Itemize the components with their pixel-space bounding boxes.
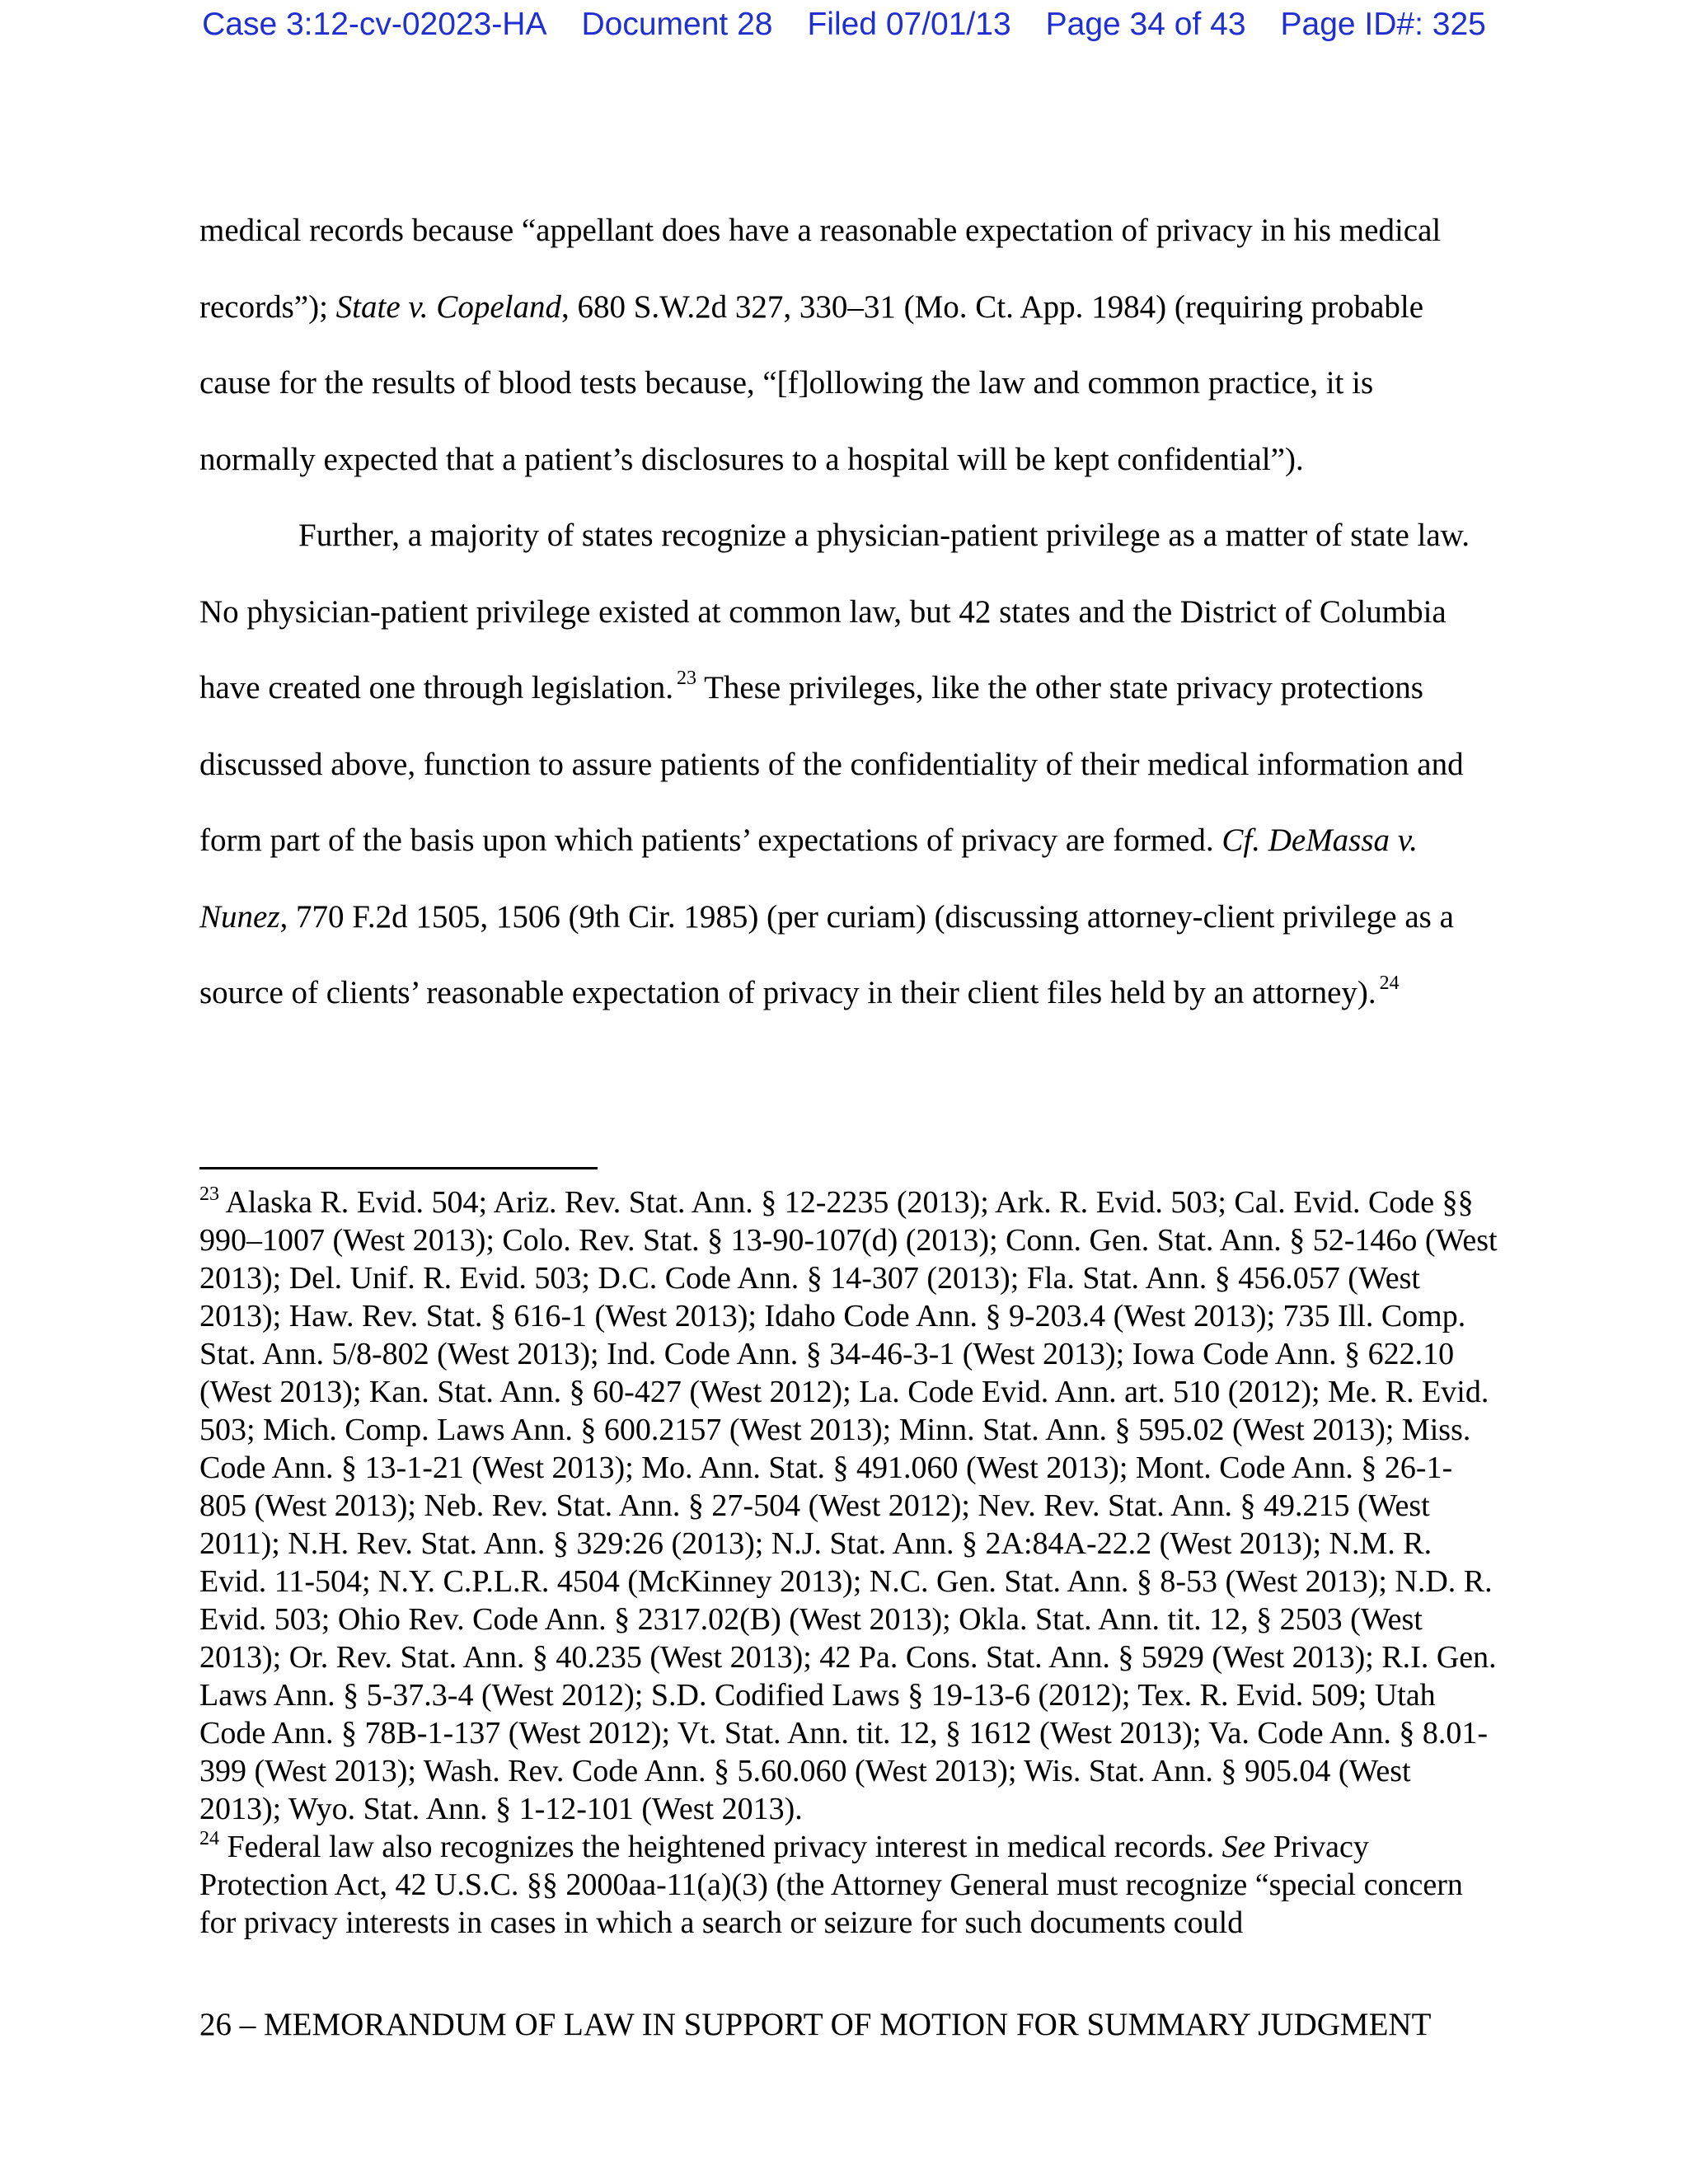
footnote-ref-23[interactable]: 23 <box>677 668 697 689</box>
footnote-23-text: Alaska R. Evid. 504; Ariz. Rev. Stat. Ann. § 12-2235 (2013); Ark. R. Evid. 503; Cal. Evid. Code §§ 990–1007 (West 2013); Colo. Rev. Stat. § 13-90-107(d) (2013); Conn. Gen. Stat. Ann. § 52-146o (West 2013); Del. Unif. R. Evid. 503; D.C. Code Ann. § 14-307 (2013); Fla. Stat. Ann. § 456.057 (West 2013); Haw. Rev. Stat. § 616-1 (West 2013); Idaho Code Ann. § 9-203.4 (West 2013); 735 Ill. Comp. Stat. Ann. 5/8-802 (West 2013); Ind. Code Ann. § 34-46-3-1 (West 2013); Iowa Code Ann. § 622.10 (West 2013); Kan. Stat. Ann. § 60-427 (West 2012); La. Code Evid. Ann. art. 510 (2012); Me. R. Evid. 503; Mich. Comp. Laws Ann. § 600.2157 (West 2013); Minn. Stat. Ann. § 595.02 (West 2013); Miss. Code Ann. § 13-1-21 (West 2013); Mo. Ann. Stat. § 491.060 (West 2013); Mont. Code Ann. § 26-1-805 (West 2013); Neb. Rev. Stat. Ann. § 27-504 (West 2012); Nev. Rev. Stat. Ann. § 49.215 (West 2011); N.H. Rev. Stat. Ann. § 329:26 (2013); N.J. Stat. Ann. § 2A:84A-22.2 (West 2013); N.M. R. Evid. 11-504; N.Y. C.P.L.R. 4504 (McKinney 2013); N.C. Gen. Stat. Ann. § 8-53 (West 2013); N.D. R. Evid. 503; Ohio Rev. Code Ann. § 2317.02(B) (West 2013); Okla. Stat. Ann. tit. 12, § 2503 (West 2013); Or. Rev. Stat. Ann. § 40.235 (West 2013); 42 Pa. Cons. Stat. Ann. § 5929 (West 2013); R.I. Gen. Laws Ann. § 5-37.3-4 (West 2012); S.D. Codified Laws § 19-13-6 (2012); Tex. R. Evid. 509; Utah Code Ann. § 78B-1-137 (West 2012); Vt. Stat. Ann. tit. 12, § 1612 (West 2013); Va. Code Ann. § 8.01-399 (West 2013); Wash. Rev. Code Ann. § 5.60.060 (West 2013); Wis. Stat. Ann. § 905.04 (West 2013); Wyo. Stat. Ann. § 1-12-101 (West 2013). <box>199 1185 1498 1826</box>
footnote-24 <box>199 1828 1498 1942</box>
footnote-23 <box>199 1183 1498 1828</box>
paragraph-1 <box>199 193 1493 498</box>
case-number: Case 3:12-cv-02023-HA <box>202 7 547 42</box>
footnote-divider <box>199 1167 598 1169</box>
case-citation-copeland: State v. Copeland <box>335 288 561 325</box>
footnote-24-text-a: Federal law also recognizes the heightened privacy interest in medical records. <box>219 1830 1222 1864</box>
paragraph-2 <box>199 498 1493 1032</box>
footnote-23-number: 23 <box>199 1183 219 1205</box>
page-id: Page ID#: 325 <box>1280 7 1486 42</box>
footnote-24-signal: See <box>1221 1830 1266 1864</box>
paragraph-2-text-c: , 770 F.2d 1505, 1506 (9th Cir. 1985) (per curiam) (discussing attorney-client privilege as a source of clients’ reasonable expectation of privacy in their client files held by an attorney). <box>199 898 1454 1010</box>
paragraph-2-text-b: These privileges, like the other state privacy protections discussed above, function to assure patients of the confidentiality of their medical information and form part of the basis upon which patients’ expectations of privacy are formed. <box>199 670 1464 858</box>
footnotes <box>199 1183 1498 1942</box>
page-footer: 26 – MEMORANDUM OF LAW IN SUPPORT OF MOTION FOR SUMMARY JUDGMENT <box>199 2007 1432 2042</box>
footnote-ref-24[interactable]: 24 <box>1379 972 1400 994</box>
paragraph-1-text-a: medical records because “appellant does have a reasonable expectation of privacy in his medical records”); <box>199 213 1442 325</box>
paragraph-2-text-a: Further, a majority of states recognize a physician-patient privilege as a matter of state law. No physician-patient privilege existed at common law, but 42 states and the District of Columbia have created one through legislation. <box>199 518 1470 705</box>
document-number: Document 28 <box>581 7 773 42</box>
case-header <box>0 7 1688 43</box>
body-text <box>199 193 1493 1032</box>
page-count: Page 34 of 43 <box>1045 7 1246 42</box>
paragraph-1-text-b: , 680 S.W.2d 327, 330–31 (Mo. Ct. App. 1984) (requiring probable cause for the results of blood tests because, “[f]ollowing the law and common practice, it is normally expected that a patient’s disclosures to a hospital will be kept confidential”). <box>199 288 1424 477</box>
case-citation-demassa: Cf. DeMassa v. Nunez <box>199 823 1418 935</box>
footnote-24-number: 24 <box>199 1828 219 1849</box>
footnote-24-text-b: Privacy Protection Act, 42 U.S.C. §§ 2000aa-11(a)(3) (the Attorney General must recognize “special concern for privacy interests in cases in which a search or seizure for such documents could <box>199 1830 1463 1940</box>
filed-date: Filed 07/01/13 <box>807 7 1011 42</box>
